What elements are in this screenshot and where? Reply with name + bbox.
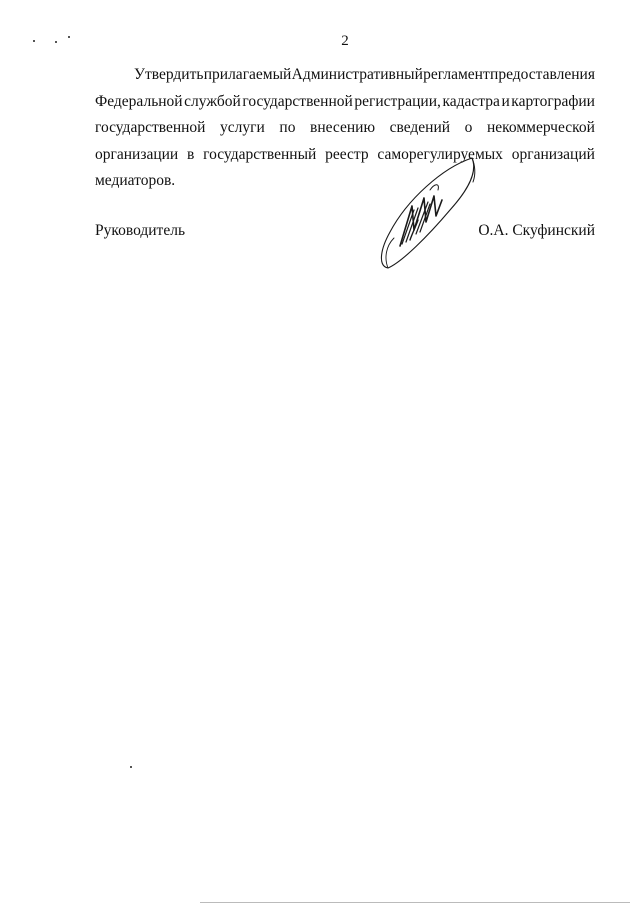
paragraph-word: Административный bbox=[291, 66, 423, 83]
paragraph-word: Федеральной bbox=[95, 92, 183, 110]
paragraph-line bbox=[95, 142, 595, 169]
paragraph-word: регистрации, bbox=[354, 92, 441, 110]
paragraph-word: Утвердить bbox=[134, 66, 204, 83]
paragraph-word: регламент bbox=[423, 66, 490, 83]
paragraph-word: картографии bbox=[511, 92, 595, 110]
paragraph-word: о bbox=[464, 119, 473, 136]
paragraph-word: государственной bbox=[242, 92, 353, 110]
paragraph-line bbox=[95, 168, 595, 195]
paragraph-line bbox=[95, 89, 595, 116]
paragraph-word: государственный bbox=[203, 145, 317, 163]
paragraph-word: предоставления bbox=[490, 66, 595, 83]
paragraph-word: в bbox=[187, 145, 195, 163]
paragraph-word: реестр bbox=[325, 145, 369, 163]
handwritten-signature-icon bbox=[372, 150, 484, 272]
paragraph-word: медиаторов. bbox=[95, 172, 176, 189]
paragraph-word: службой bbox=[184, 92, 241, 110]
paragraph-word: государственной bbox=[95, 119, 206, 136]
paragraph-line bbox=[95, 115, 595, 142]
paragraph-word: по bbox=[279, 119, 296, 136]
paragraph-word: внесению bbox=[310, 119, 376, 136]
page-number: 2 bbox=[341, 33, 349, 49]
paragraph-word: прилагаемый bbox=[203, 66, 292, 83]
paragraph-word: и bbox=[501, 92, 510, 110]
paragraph-word: некоммерческой bbox=[486, 119, 595, 136]
paragraph-word: организации bbox=[95, 145, 179, 163]
paragraph-word: саморегулируемых bbox=[377, 145, 503, 163]
paragraph-word: организаций bbox=[511, 145, 595, 163]
scan-edge-line bbox=[200, 902, 630, 903]
position-title: Руководитель bbox=[95, 222, 186, 239]
paragraph-word: кадастра bbox=[442, 92, 500, 110]
paragraph-word: сведений bbox=[389, 119, 451, 136]
paragraph-line bbox=[95, 62, 595, 89]
signatory-name: О.А. Скуфинский bbox=[478, 222, 595, 239]
paragraph-word: услуги bbox=[220, 119, 265, 136]
scan-speck bbox=[130, 766, 132, 768]
resolution-paragraph bbox=[95, 62, 595, 195]
